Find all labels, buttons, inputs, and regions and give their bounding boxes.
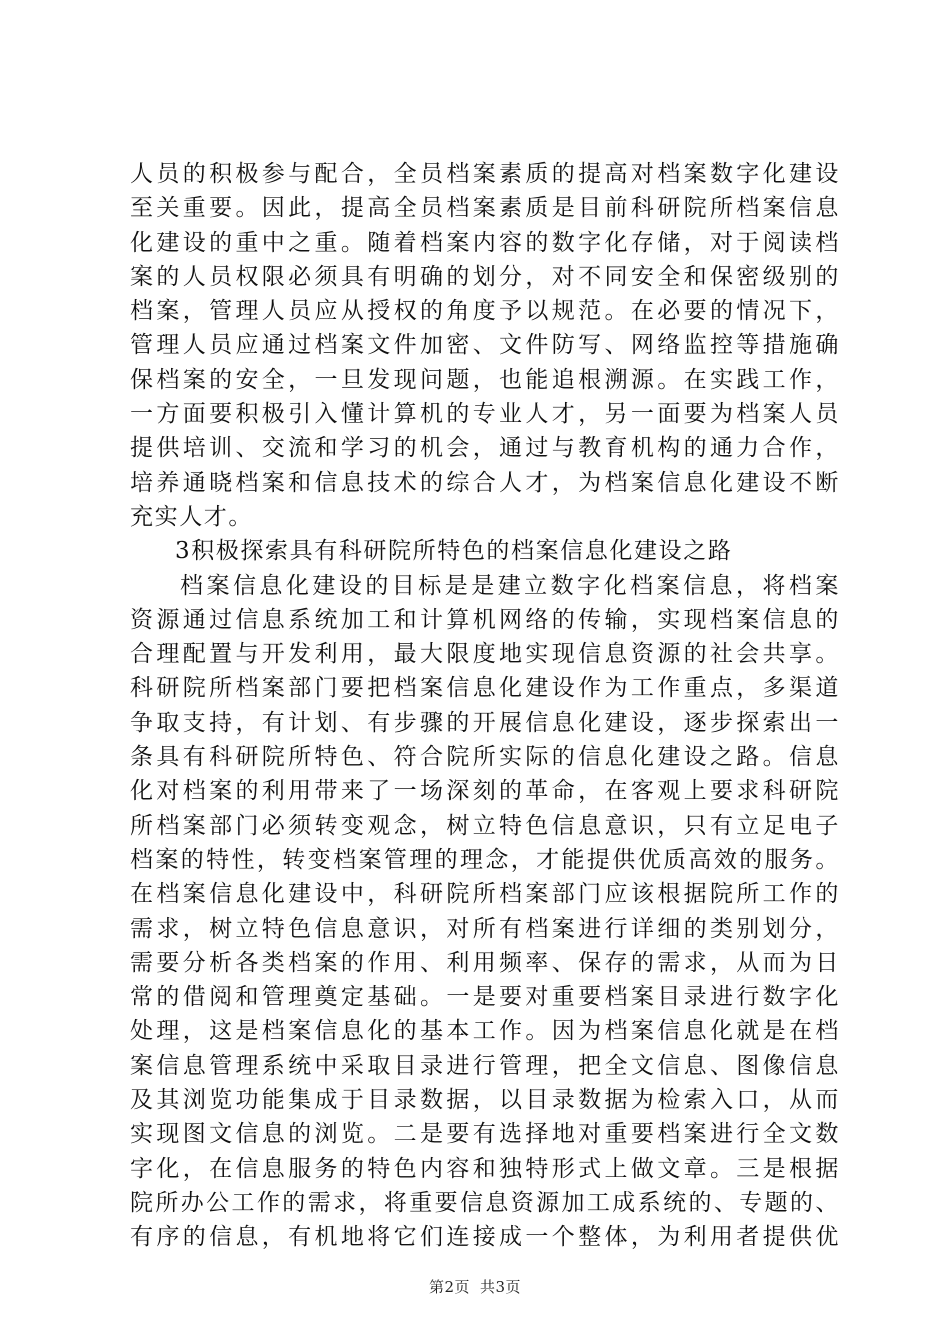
text-line: 化对档案的利用带来了一场深刻的革命，在客观上要求科研院 xyxy=(130,778,840,805)
text-line: 常的借阅和管理奠定基础。一是要对重要档案目录进行数字化 xyxy=(130,984,840,1011)
text-line: 化建设的重中之重。随着档案内容的数字化存储，对于阅读档 xyxy=(130,229,840,256)
text-line: 培养通晓档案和信息技术的综合人才，为档案信息化建设不断 xyxy=(130,469,840,496)
section-heading: 3积极探索具有科研院所特色的档案信息化建设之路 xyxy=(175,538,733,565)
page-number: 第2页 xyxy=(428,1278,470,1296)
text-line: 争取支持，有计划、有步骤的开展信息化建设，逐步探索出一 xyxy=(130,709,840,736)
text-line: 需要分析各类档案的作用、利用频率、保存的需求，从而为日 xyxy=(130,949,840,976)
page-footer xyxy=(0,1276,950,1297)
text-line: 保档案的安全，一旦发现问题，也能追根溯源。在实践工作， xyxy=(130,366,840,393)
text-line: 档案的特性，转变档案管理的理念，才能提供优质高效的服务。 xyxy=(130,846,840,873)
text-line: 在档案信息化建设中，科研院所档案部门应该根据院所工作的 xyxy=(130,881,840,908)
text-line: 合理配置与开发利用，最大限度地实现信息资源的社会共享。 xyxy=(130,641,840,668)
text-line: 档案，管理人员应从授权的角度予以规范。在必要的情况下， xyxy=(130,298,840,325)
text-line: 提供培训、交流和学习的机会，通过与教育机构的通力合作， xyxy=(130,435,840,462)
text-line: 院所办公工作的需求，将重要信息资源加工成系统的、专题的、 xyxy=(130,1189,840,1216)
paragraph-2 xyxy=(130,569,840,1255)
text-line: 科研院所档案部门要把档案信息化建设作为工作重点，多渠道 xyxy=(130,675,840,702)
text-line: 档案信息化建设的目标是是建立数字化档案信息，将档案 xyxy=(180,572,840,599)
text-line: 充实人才。 xyxy=(130,503,253,530)
text-line: 及其浏览功能集成于目录数据，以目录数据为检索入口，从而 xyxy=(130,1087,840,1114)
text-line: 处理，这是档案信息化的基本工作。因为档案信息化就是在档 xyxy=(130,1018,840,1045)
text-line: 人员的积极参与配合，全员档案素质的提高对档案数字化建设 xyxy=(130,161,840,187)
text-line: 案的人员权限必须具有明确的划分，对不同安全和保密级别的 xyxy=(130,263,840,290)
text-line: 至关重要。因此，提高全员档案素质是目前科研院所档案信息 xyxy=(130,195,840,222)
text-line: 条具有科研院所特色、符合院所实际的信息化建设之路。信息 xyxy=(130,744,840,771)
text-line: 所档案部门必须转变观念，树立特色信息意识，只有立足电子 xyxy=(130,812,840,839)
page-total: 共3页 xyxy=(480,1278,522,1296)
text-line: 字化，在信息服务的特色内容和独特形式上做文章。三是根据 xyxy=(130,1155,840,1182)
text-line: 需求，树立特色信息意识，对所有档案进行详细的类别划分， xyxy=(130,915,840,942)
text-line: 一方面要积极引入懂计算机的专业人才，另一面要为档案人员 xyxy=(130,401,840,428)
text-line: 管理人员应通过档案文件加密、文件防写、网络监控等措施确 xyxy=(130,332,840,359)
body-text xyxy=(130,157,840,1255)
text-line: 资源通过信息系统加工和计算机网络的传输，实现档案信息的 xyxy=(130,606,840,633)
text-line: 有序的信息，有机地将它们连接成一个整体，为利用者提供优 xyxy=(130,1224,840,1251)
text-line: 案信息管理系统中采取目录进行管理，把全文信息、图像信息 xyxy=(130,1052,840,1079)
paragraph-1 xyxy=(130,157,840,534)
text-line: 实现图文信息的浏览。二是要有选择地对重要档案进行全文数 xyxy=(130,1121,840,1148)
